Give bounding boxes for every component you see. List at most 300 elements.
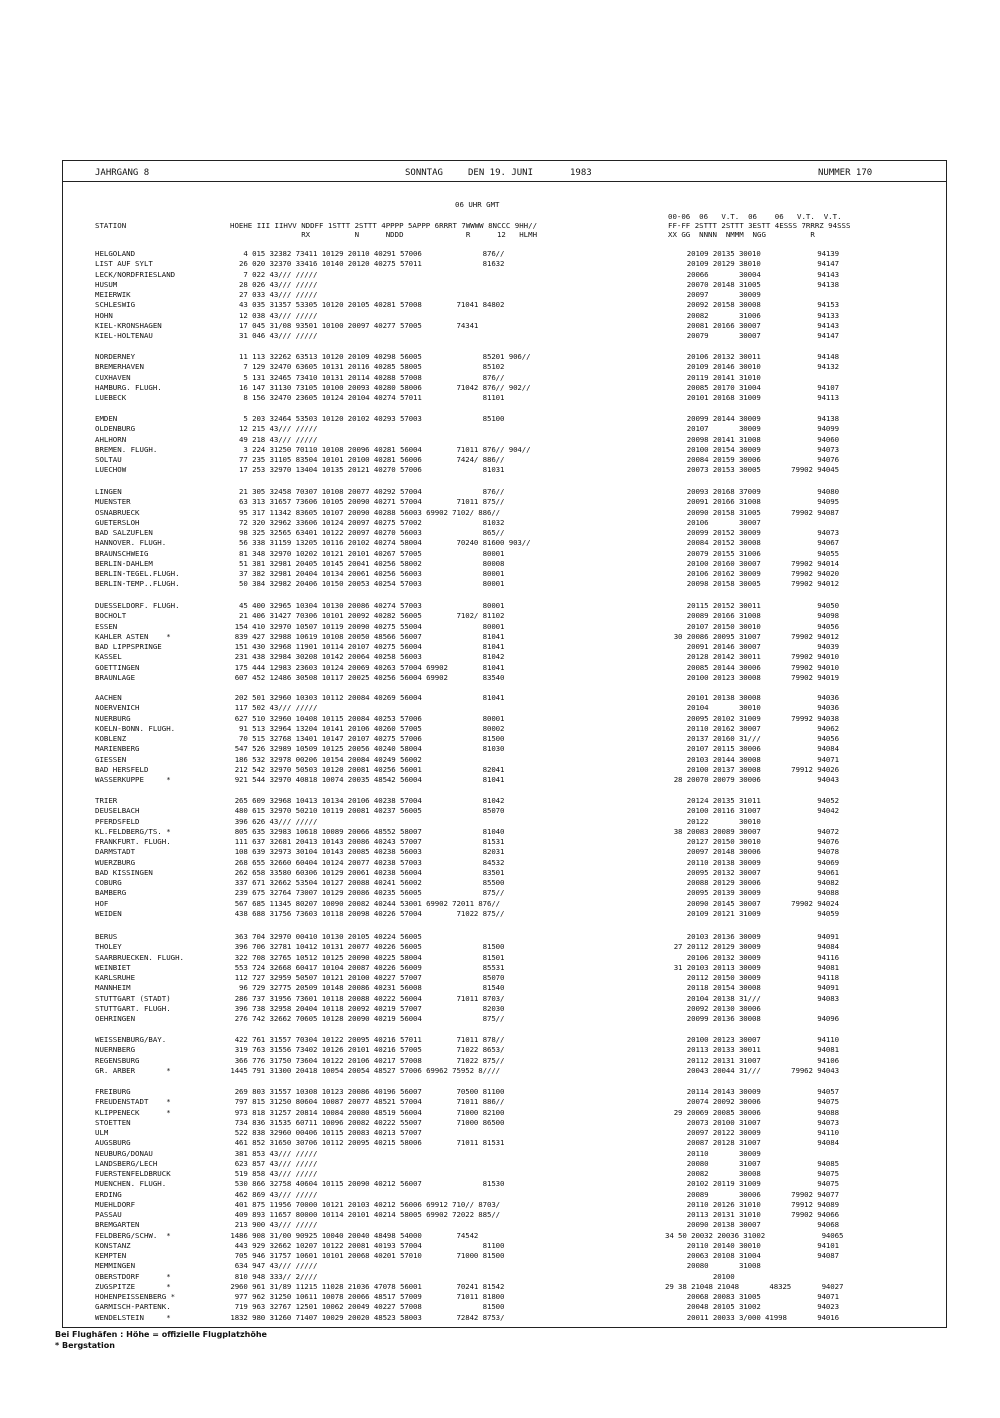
daily-values: 20110 20162 30007 94062 — [665, 723, 839, 733]
daily-values: 20085 20170 31004 94107 — [665, 382, 839, 392]
synop-groups: 705 946 31757 10601 10101 20068 40201 57010 71000 81500 — [226, 1251, 505, 1260]
daily-values: 20081 20166 30007 94143 — [665, 320, 839, 330]
daily-values: 20084 20159 30006 94076 — [665, 455, 839, 464]
station-name: HOF — [95, 898, 109, 908]
daily-values: 20110 20138 30009 94069 — [665, 857, 839, 867]
station-name: BERLIN-TEGEL.FLUGH. — [95, 569, 180, 578]
synop-groups: 5 131 32465 73410 10131 20114 40288 57008 876// — [226, 372, 505, 382]
daily-values: 20090 20138 30007 94068 — [665, 1220, 839, 1230]
daily-values: 20082 31006 94133 — [665, 310, 839, 320]
station-name: ZUGSPITZE * — [95, 1281, 171, 1291]
daily-values: 20070 20148 31005 94138 — [665, 279, 839, 289]
daily-values: 20093 20168 37009 94080 — [665, 487, 839, 496]
synop-groups: 401 875 11956 70000 10121 20103 40212 56006 69912 710// 8703/ — [226, 1199, 501, 1209]
synop-groups: 202 501 32960 10303 10112 20084 40269 56004 81041 — [226, 693, 505, 702]
daily-values: 20082 30008 94075 — [665, 1169, 839, 1178]
station-name: LANDSBERG/LECH — [95, 1158, 158, 1168]
synop-groups: 98 325 32565 63401 10122 20097 40270 56003 865// — [226, 528, 505, 537]
station-name: GIESSEN — [95, 754, 127, 764]
synop-groups: 634 947 43/// ///// — [226, 1261, 318, 1271]
station-name: HAMBURG. FLUGH. — [95, 382, 162, 392]
observation-time: 06 UHR GMT — [455, 200, 500, 209]
daily-values: 20100 20154 30009 94073 — [665, 444, 839, 454]
synop-groups: 719 963 32767 12501 10062 20049 40227 57008 81500 — [226, 1302, 505, 1312]
station-name: LIST AUF SYLT — [95, 259, 153, 269]
station-name: WEISSENBURG/BAY. — [95, 1035, 167, 1044]
station-name: OBERSTDORF * — [95, 1271, 171, 1281]
synop-groups: 519 858 43/// ///// — [226, 1169, 318, 1178]
station-name: MANNHEIM — [95, 983, 131, 993]
station-name: MUENCHEN. FLUGH. — [95, 1179, 167, 1189]
station-name: WEINBIET — [95, 962, 131, 972]
synop-groups: 381 853 43/// ///// — [226, 1148, 318, 1158]
station-name: LINGEN — [95, 487, 122, 496]
daily-values: 20073 20100 31007 94073 — [665, 1117, 839, 1127]
station-name: FREIBURG — [95, 1087, 131, 1096]
synop-groups: 21 305 32458 70307 10108 20077 40292 57004 876// — [226, 487, 505, 496]
station-name: KOELN-BONN. FLUGH. — [95, 723, 176, 733]
daily-values: 20104 30010 94036 — [665, 703, 839, 713]
station-heading: STATION — [95, 221, 127, 230]
station-name: DEUSELBACH — [95, 806, 140, 816]
station-name: WASSERKUPPE * — [95, 775, 171, 784]
station-name: FREUDENSTADT * — [95, 1097, 171, 1107]
synop-groups: 2960 961 31/89 11215 11028 21036 47078 56001 70241 81542 — [226, 1281, 505, 1291]
daily-values: 20088 20129 30006 94082 — [665, 878, 839, 887]
synop-groups: 461 852 31650 30706 10112 20095 40215 58006 71011 81531 — [226, 1138, 505, 1148]
synop-groups: 154 410 32970 10507 10119 20090 40275 55004 80001 — [226, 621, 505, 631]
synop-groups: 77 235 31105 83504 10101 20100 40281 56006 7424/ 886// — [226, 455, 505, 464]
daily-values: 20115 20152 30011 94050 — [665, 601, 839, 610]
station-name: BOCHOLT — [95, 611, 127, 621]
daily-values: 34 50 20032 20036 31002 94065 — [665, 1230, 844, 1240]
daily-values: 20122 30010 — [665, 816, 761, 826]
daily-values: 20107 20150 30010 94056 — [665, 621, 839, 631]
daily-values: 20089 20166 31008 94098 — [665, 611, 839, 621]
station-name: EMDEN — [95, 414, 118, 423]
synop-groups: 91 513 32964 13204 10141 20106 40260 57005 80002 — [226, 723, 505, 733]
synop-groups: 72 320 32962 33606 10124 20097 40275 57002 81032 — [226, 517, 505, 527]
daily-values: 20109 20129 38010 94147 — [665, 259, 839, 269]
station-name: ESSEN — [95, 621, 118, 631]
synop-groups: 1445 791 31300 20418 10054 20054 48527 57006 69962 75952 8//// — [226, 1065, 501, 1075]
daily-values: 20110 20140 30010 94101 — [665, 1240, 839, 1250]
issue-number: NUMMER 170 — [818, 168, 873, 178]
station-name: HANNOVER. FLUGH. — [95, 538, 167, 548]
station-name: OEHRINGEN — [95, 1014, 136, 1023]
station-name: KL.FELDBERG/TS. * — [95, 826, 171, 836]
station-name: ULM — [95, 1128, 109, 1137]
station-name: BERLIN-DAHLEM — [95, 558, 153, 568]
station-name: SCHLESWIG — [95, 300, 136, 310]
synop-groups: 1486 908 31/00 90925 10040 20040 48498 54000 74542 — [226, 1230, 479, 1240]
right-column-headings-1: 00-06 06 V.T. 06 06 V.T. V.T. — [668, 212, 842, 221]
station-name: LUECHOW — [95, 465, 127, 475]
station-name: CUXHAVEN — [95, 372, 131, 382]
station-name: KARLSRUHE — [95, 973, 136, 982]
station-name: GR. ARBER * — [95, 1065, 171, 1075]
daily-values: 20089 30006 79902 94077 — [665, 1189, 839, 1199]
station-name: BERUS — [95, 932, 118, 941]
synop-groups: 1832 980 31260 71407 10029 20020 48523 58003 72842 8753/ — [226, 1312, 505, 1322]
synop-groups: 16 147 31130 73105 10100 20093 40280 58006 71042 876// 902// — [226, 382, 531, 392]
station-name: MEIERWIK — [95, 290, 131, 299]
daily-values: 20109 20135 30010 94139 — [665, 249, 839, 258]
synop-groups: 27 033 43/// ///// — [226, 290, 318, 299]
daily-values: 20110 30009 — [665, 1148, 761, 1158]
daily-values: 20097 20148 30006 94078 — [665, 847, 839, 857]
synop-groups: 797 815 31250 80604 10087 20077 48521 57004 71011 886// — [226, 1097, 505, 1107]
daily-values: 20098 20141 31008 94060 — [665, 434, 839, 444]
daily-values: 20103 20144 30008 94071 — [665, 754, 839, 764]
daily-values: 20090 20145 30007 79902 94024 — [665, 898, 839, 908]
synop-groups: 12 038 43/// ///// — [226, 310, 318, 320]
daily-values: 20104 20138 31/// 94083 — [665, 993, 839, 1003]
station-name: AHLHORN — [95, 434, 127, 444]
station-name: MARIENBERG — [95, 744, 140, 754]
station-name: STOETTEN — [95, 1117, 131, 1127]
synop-groups: 547 526 32989 10509 10125 20056 40240 58004 81030 — [226, 744, 505, 754]
daily-values: 20079 30007 94147 — [665, 331, 839, 340]
station-name: NEUBURG/DONAU — [95, 1148, 153, 1158]
station-name: NUERNBERG — [95, 1045, 136, 1055]
synop-groups: 4 015 32382 73411 10129 20110 40291 57006 876// — [226, 249, 505, 258]
daily-values: 20097 30009 — [665, 290, 761, 299]
synop-groups: 28 026 43/// ///// — [226, 279, 318, 289]
footnote-airports: Bei Flughäfen : Höhe = offizielle Flugplatzhöhe — [55, 1330, 267, 1339]
synop-groups: 108 639 32973 30104 10143 20085 40238 56003 82031 — [226, 847, 505, 857]
daily-values: 20106 20162 30009 79902 94020 — [665, 569, 839, 578]
daily-values: 29 20069 20085 30006 94088 — [665, 1107, 839, 1117]
station-name: HOHENPEISSENBERG * — [95, 1292, 176, 1301]
synop-groups: 11 113 32262 63513 10120 20109 40298 56005 85201 906// — [226, 352, 531, 361]
footnote-mountain-stations: * Bergstation — [55, 1341, 115, 1350]
synop-groups: 265 609 32968 10413 10134 20106 40238 57004 81042 — [226, 796, 505, 805]
synop-groups: 268 655 32660 60404 10124 20077 40238 57003 84532 — [226, 857, 505, 867]
daily-values: 20097 20122 30009 94110 — [665, 1128, 839, 1137]
station-name: SOLTAU — [95, 455, 122, 464]
station-name: KAHLER ASTEN * — [95, 631, 171, 641]
daily-values: 20043 20044 31/// 79962 94043 — [665, 1065, 839, 1075]
station-name: ERDING — [95, 1189, 122, 1199]
synop-groups: 63 313 31657 73606 10105 20090 40271 57004 71011 875// — [226, 497, 505, 507]
synop-groups: 462 869 43/// ///// — [226, 1189, 318, 1199]
synop-groups: 81 348 32970 10202 10121 20101 40267 57005 80001 — [226, 548, 505, 558]
synop-groups: 396 738 32958 20404 10118 20092 40219 57007 82030 — [226, 1003, 505, 1013]
station-name: MEMMINGEN — [95, 1261, 136, 1271]
synop-groups: 95 317 11342 83605 10107 20090 40288 56003 69902 7102/ 886// — [226, 507, 501, 517]
synop-groups: 286 737 31956 73601 10118 20088 40222 56004 71011 8703/ — [226, 993, 505, 1003]
synop-groups: 409 893 11657 80000 10114 20101 40214 58005 69902 72022 885// — [226, 1210, 501, 1219]
synop-groups: 810 948 333// 2//// — [226, 1271, 318, 1281]
station-name: WEIDEN — [95, 908, 122, 918]
daily-values: 20090 20158 31005 79902 94087 — [665, 507, 839, 517]
synop-groups: 186 532 32978 00206 10154 20084 40249 56002 — [226, 754, 422, 764]
synop-groups: 422 761 31557 70304 10122 20095 40216 57011 71011 878// — [226, 1035, 505, 1044]
station-name: BREMGARTEN — [95, 1220, 140, 1230]
synop-groups: 269 803 31557 10308 10123 20086 40196 56007 70500 81100 — [226, 1087, 505, 1096]
station-name: KEMPTEN — [95, 1251, 127, 1260]
station-name: FELDBERG/SCHW. * — [95, 1230, 171, 1240]
synop-groups: 239 675 32764 73007 10129 20086 40235 56005 875// — [226, 888, 505, 898]
daily-values: 20137 20160 31/// 94056 — [665, 734, 839, 743]
daily-values: 20107 30009 94099 — [665, 424, 839, 434]
jahrgang-label: JAHRGANG 8 — [95, 168, 150, 178]
daily-values: 20080 31008 — [665, 1261, 761, 1271]
station-name: BREMEN. FLUGH. — [95, 444, 158, 454]
synop-groups: 117 502 43/// ///// — [226, 703, 318, 713]
station-name: BREMERHAVEN — [95, 362, 144, 372]
daily-values: 20109 20146 30010 94132 — [665, 362, 839, 372]
station-name: BRAUNLAGE — [95, 672, 136, 682]
day-label: SONNTAG — [405, 168, 443, 178]
synop-groups: 7 129 32470 63605 10131 20116 40285 58005 85102 — [226, 362, 505, 372]
daily-values: 20107 20115 30006 94084 — [665, 744, 839, 754]
synop-groups: 8 156 32470 23605 10124 20104 40274 57011 81101 — [226, 393, 505, 402]
daily-values: 20098 20158 30005 79902 94012 — [665, 579, 839, 589]
left-column-subheadings: RX N NDDD R 12 HLMH — [230, 230, 538, 239]
station-name: DUESSELDORF. FLUGH. — [95, 601, 180, 610]
synop-groups: 17 045 31/08 93501 10100 20097 40277 57005 74341 — [226, 320, 479, 330]
synop-groups: 480 615 32970 50210 10119 20081 40237 56005 85070 — [226, 806, 505, 816]
station-name: KOBLENZ — [95, 734, 127, 743]
station-name: LECK/NORDFRIESLAND — [95, 269, 176, 279]
daily-values: 20106 20132 30011 94148 — [665, 352, 839, 361]
synop-groups: 276 742 32662 70605 10128 20090 40219 56004 875// — [226, 1014, 505, 1023]
daily-values: 20011 20033 3/000 41998 94016 — [665, 1312, 839, 1322]
daily-values: 20087 20128 31007 94084 — [665, 1138, 839, 1148]
station-name: GUETERSLOH — [95, 517, 140, 527]
station-name: MUEHLDORF — [95, 1199, 136, 1209]
synop-groups: 921 544 32970 40818 10074 20035 48542 56004 81041 — [226, 775, 505, 784]
synop-groups: 49 218 43/// ///// — [226, 434, 318, 444]
synop-groups: 175 444 12983 23603 10124 20069 40263 57004 69902 81041 — [226, 662, 505, 672]
synop-groups: 322 708 32765 10512 10125 20090 40225 58004 81501 — [226, 952, 505, 962]
synop-groups: 37 382 32981 20404 10134 20061 40256 56003 80001 — [226, 569, 505, 578]
daily-values: 20128 20142 30011 79902 94010 — [665, 652, 839, 662]
daily-values: 20109 20121 31009 94059 — [665, 908, 839, 918]
daily-values: 20092 20158 30008 94153 — [665, 300, 839, 310]
daily-values: 20106 30007 — [665, 517, 761, 527]
daily-values: 20103 20136 30009 94091 — [665, 932, 839, 941]
synop-groups: 977 962 31250 10611 10078 20066 48517 57009 71011 81800 — [226, 1292, 505, 1301]
synop-groups: 366 776 31750 73604 10122 20106 40217 57008 71022 875// — [226, 1055, 505, 1065]
daily-values: 20100 20123 30008 79902 94019 — [665, 672, 839, 682]
daily-values: 20110 20126 31010 79912 94089 — [665, 1199, 839, 1209]
synop-groups: 111 637 32681 20413 10143 20086 40243 57007 81531 — [226, 837, 505, 846]
daily-values: 20114 20143 30009 94057 — [665, 1087, 839, 1096]
daily-values: 20095 20139 30009 94088 — [665, 888, 839, 898]
daily-values: 20100 20160 30007 79902 94014 — [665, 558, 839, 568]
station-name: SAARBRUECKEN. FLUGH. — [95, 952, 184, 962]
synop-groups: 319 763 31556 73402 10126 20101 40216 57005 71022 8653/ — [226, 1045, 505, 1055]
daily-values: 20118 20154 30008 94091 — [665, 983, 839, 993]
station-name: BAD LIPPSPRINGE — [95, 642, 162, 651]
station-name: HELGOLAND — [95, 249, 136, 258]
synop-groups: 607 452 12486 30508 10117 20025 40256 56004 69902 83540 — [226, 672, 505, 682]
station-name: KIEL-HOLTENAU — [95, 331, 153, 340]
station-name: BERLIN-TEMP..FLUGH. — [95, 579, 180, 589]
daily-values: 20101 20138 30008 94036 — [665, 693, 839, 702]
station-name: BAD SALZUFLEN — [95, 528, 153, 537]
synop-groups: 443 929 32662 10207 10122 20081 40193 57004 81100 — [226, 1240, 505, 1250]
synop-groups: 12 215 43/// ///// — [226, 424, 318, 434]
daily-values: 20112 20150 30009 94118 — [665, 973, 839, 982]
daily-values: 20106 20132 30009 94116 — [665, 952, 839, 962]
synop-groups: 839 427 32988 10619 10108 20050 48566 56007 81041 — [226, 631, 505, 641]
daily-values: 20063 20108 31004 94087 — [665, 1251, 839, 1260]
synop-groups: 262 658 33580 60306 10129 20061 40238 56004 83501 — [226, 867, 505, 877]
right-column-headings-2: FF-FF 2STTT 2STTT 3ESTT 4ESSS 7RRRZ 94SSS — [668, 221, 851, 230]
station-name: BAD HERSFELD — [95, 764, 149, 774]
station-name: LUEBECK — [95, 393, 127, 402]
station-name: OSNABRUECK — [95, 507, 140, 517]
synop-groups: 17 253 32970 13404 10135 20121 40270 57006 81031 — [226, 465, 505, 475]
daily-values: 20066 30004 94143 — [665, 269, 839, 279]
synop-groups: 396 706 32781 10412 10131 20077 40226 56005 81500 — [226, 942, 505, 952]
synop-groups: 396 626 43/// ///// — [226, 816, 318, 826]
daily-values: 20073 20153 30005 79902 94045 — [665, 465, 839, 475]
synop-groups: 151 430 32968 11901 10114 20107 40275 56004 81041 — [226, 642, 505, 651]
station-name: REGENSBURG — [95, 1055, 140, 1065]
daily-values: 20113 20131 31010 79902 94066 — [665, 1210, 839, 1219]
daily-values: 20095 20102 31009 79992 94038 — [665, 713, 839, 723]
daily-values: 20124 20135 31011 94052 — [665, 796, 839, 805]
station-name: HOHN — [95, 310, 113, 320]
daily-values: 20080 31007 94085 — [665, 1158, 839, 1168]
daily-values: 27 20112 20129 30009 94084 — [665, 942, 839, 952]
station-name: FUERSTENFELDBRUCK — [95, 1169, 171, 1178]
station-name: THOLEY — [95, 942, 122, 952]
synop-groups: 805 635 32983 10618 10089 20066 48552 58007 81040 — [226, 826, 505, 836]
synop-groups: 31 046 43/// ///// — [226, 331, 318, 340]
station-name: KIEL-KRONSHAGEN — [95, 320, 162, 330]
daily-values: 20102 20119 31009 94075 — [665, 1179, 839, 1189]
station-name: MUENSTER — [95, 497, 131, 507]
daily-values: 20112 20131 31007 94106 — [665, 1055, 839, 1065]
synop-groups: 363 704 32970 00410 10130 20105 40224 56005 — [226, 932, 422, 941]
daily-values: 20091 20146 30007 94039 — [665, 642, 839, 651]
right-column-subheadings: XX GG NNNN NMMM NGG R — [668, 230, 815, 239]
synop-groups: 337 671 32662 53504 10127 20088 40241 56002 85500 — [226, 878, 505, 887]
daily-values: 20095 20132 30007 94061 — [665, 867, 839, 877]
synop-groups: 213 900 43/// ///// — [226, 1220, 318, 1230]
daily-values: 20100 20116 31007 94042 — [665, 806, 839, 816]
daily-values: 20068 20083 31005 94071 — [665, 1292, 839, 1301]
daily-values: 28 20070 20079 30006 94043 — [665, 775, 839, 784]
synop-groups: 26 020 32370 33416 10140 20120 40275 57011 81632 — [226, 259, 505, 269]
station-name: AACHEN — [95, 693, 122, 702]
synop-groups: 3 224 31250 70110 10108 20096 40281 56004 71011 876// 904// — [226, 444, 531, 454]
station-name: KLIPPENECK * — [95, 1107, 171, 1117]
station-name: BRAUNSCHWEIG — [95, 548, 149, 558]
daily-values: 20099 20152 30009 94073 — [665, 528, 839, 537]
synop-groups: 21 406 31427 70306 10101 20092 40282 56005 7102/ 81102 — [226, 611, 505, 621]
daily-values: 38 20083 20089 30007 94072 — [665, 826, 839, 836]
station-name: PASSAU — [95, 1210, 122, 1219]
station-name: WENDELSTEIN * — [95, 1312, 171, 1322]
daily-values: 20074 20092 30006 94075 — [665, 1097, 839, 1107]
station-name: GARMISCH-PARTENK. — [95, 1302, 171, 1312]
synop-groups: 96 729 32775 20509 10148 20086 40231 56008 81540 — [226, 983, 505, 993]
synop-groups: 438 688 31756 73603 10118 20098 40226 57004 71022 875// — [226, 908, 505, 918]
left-column-headings: HOEHE III IIHVV NDDFF 1STTT 2STTT 4PPPP 5APPP 6RRRT 7WWWW 8NCCC 9HH// — [230, 221, 538, 230]
station-name: DARMSTADT — [95, 847, 136, 857]
daily-values: 20100 20123 30007 94110 — [665, 1035, 839, 1044]
synop-groups: 7 022 43/// ///// — [226, 269, 318, 279]
synop-groups: 553 724 32668 60417 10104 20087 40226 56009 85531 — [226, 962, 505, 972]
synop-groups: 734 836 31535 60711 10096 20082 40222 55007 71000 86500 — [226, 1117, 505, 1127]
synop-groups: 5 203 32464 53503 10120 20102 40293 57003 85100 — [226, 414, 505, 423]
station-name: PFERDSFELD — [95, 816, 140, 826]
synop-groups: 231 438 32984 30208 10142 20064 40258 56003 81042 — [226, 652, 505, 662]
daily-values: 30 20086 20095 31007 79902 94012 — [665, 631, 839, 641]
station-name: NOERVENICH — [95, 703, 140, 713]
daily-values: 20100 20137 30008 79912 94026 — [665, 764, 839, 774]
synop-groups: 627 510 32960 10408 10115 20084 40253 57006 80001 — [226, 713, 505, 723]
synop-groups: 70 515 32768 13401 10147 20107 40275 57006 81500 — [226, 734, 505, 743]
synop-groups: 530 866 32758 40604 10115 20090 40212 56007 81530 — [226, 1179, 505, 1189]
daily-values: 20100 — [665, 1271, 735, 1281]
synop-groups: 45 400 32965 10304 10130 20086 40274 57003 80001 — [226, 601, 505, 610]
synop-groups: 973 818 31257 20814 10084 20080 48519 56004 71000 82100 — [226, 1107, 505, 1117]
date-label: DEN 19. JUNI — [468, 168, 534, 178]
daily-values: 20101 20168 31009 94113 — [665, 393, 839, 402]
synop-groups: 212 542 32970 50503 10120 20081 40256 56001 82041 — [226, 764, 505, 774]
year-label: 1983 — [570, 168, 592, 178]
header-rule — [62, 181, 947, 182]
daily-values: 20099 20136 30008 94096 — [665, 1014, 839, 1023]
daily-values: 20085 20144 30006 79902 94010 — [665, 662, 839, 672]
daily-values: 31 20103 20113 30009 94081 — [665, 962, 839, 972]
station-name: WUERZBURG — [95, 857, 136, 867]
station-name: STUTTGART (STADT) — [95, 993, 171, 1003]
daily-values: 20119 20141 31010 — [665, 372, 761, 382]
daily-values: 20091 20166 31008 94095 — [665, 497, 839, 507]
synop-groups: 567 685 11345 80207 10090 20082 40244 53001 69902 72011 876// — [226, 898, 501, 908]
station-name: HUSUM — [95, 279, 118, 289]
station-name: BAD KISSINGEN — [95, 867, 153, 877]
station-name: NUERBURG — [95, 713, 131, 723]
station-name: AUGSBURG — [95, 1138, 131, 1148]
station-name: GOETTINGEN — [95, 662, 140, 672]
daily-values: 20079 20155 31006 94055 — [665, 548, 839, 558]
station-name: TRIER — [95, 796, 118, 805]
daily-values: 29 38 21048 21048 48325 94027 — [665, 1281, 844, 1291]
synop-groups: 50 384 32982 20406 10150 20053 40254 57003 80001 — [226, 579, 505, 589]
station-name: BAMBERG — [95, 888, 127, 898]
station-name: STUTTGART. FLUGH. — [95, 1003, 171, 1013]
daily-values: 20127 20150 30010 94076 — [665, 837, 839, 846]
synop-groups: 56 338 31159 13205 10116 20102 40274 58004 70240 81600 903// — [226, 538, 531, 548]
synop-groups: 522 838 32960 00406 10115 20083 40213 57007 — [226, 1128, 422, 1137]
synop-groups: 112 727 32959 50507 10121 20100 40227 57007 85070 — [226, 973, 505, 982]
daily-values: 20084 20152 30008 94067 — [665, 538, 839, 548]
station-name: KASSEL — [95, 652, 122, 662]
station-name: COBURG — [95, 878, 122, 887]
daily-values: 20099 20144 30009 94138 — [665, 414, 839, 423]
station-name: FRANKFURT. FLUGH. — [95, 837, 171, 846]
synop-groups: 51 381 32981 20405 10145 20041 40256 58002 80008 — [226, 558, 505, 568]
station-name: OLDENBURG — [95, 424, 136, 434]
daily-values: 20048 20105 31002 94023 — [665, 1302, 839, 1312]
synop-groups: 43 035 31357 53305 10120 20105 40281 57008 71041 84802 — [226, 300, 505, 310]
synop-groups: 623 857 43/// ///// — [226, 1158, 318, 1168]
station-name: KONSTANZ — [95, 1240, 131, 1250]
station-name: NORDERNEY — [95, 352, 136, 361]
daily-values: 20092 20130 30006 — [665, 1003, 761, 1013]
daily-values: 20113 20133 30011 94081 — [665, 1045, 839, 1055]
